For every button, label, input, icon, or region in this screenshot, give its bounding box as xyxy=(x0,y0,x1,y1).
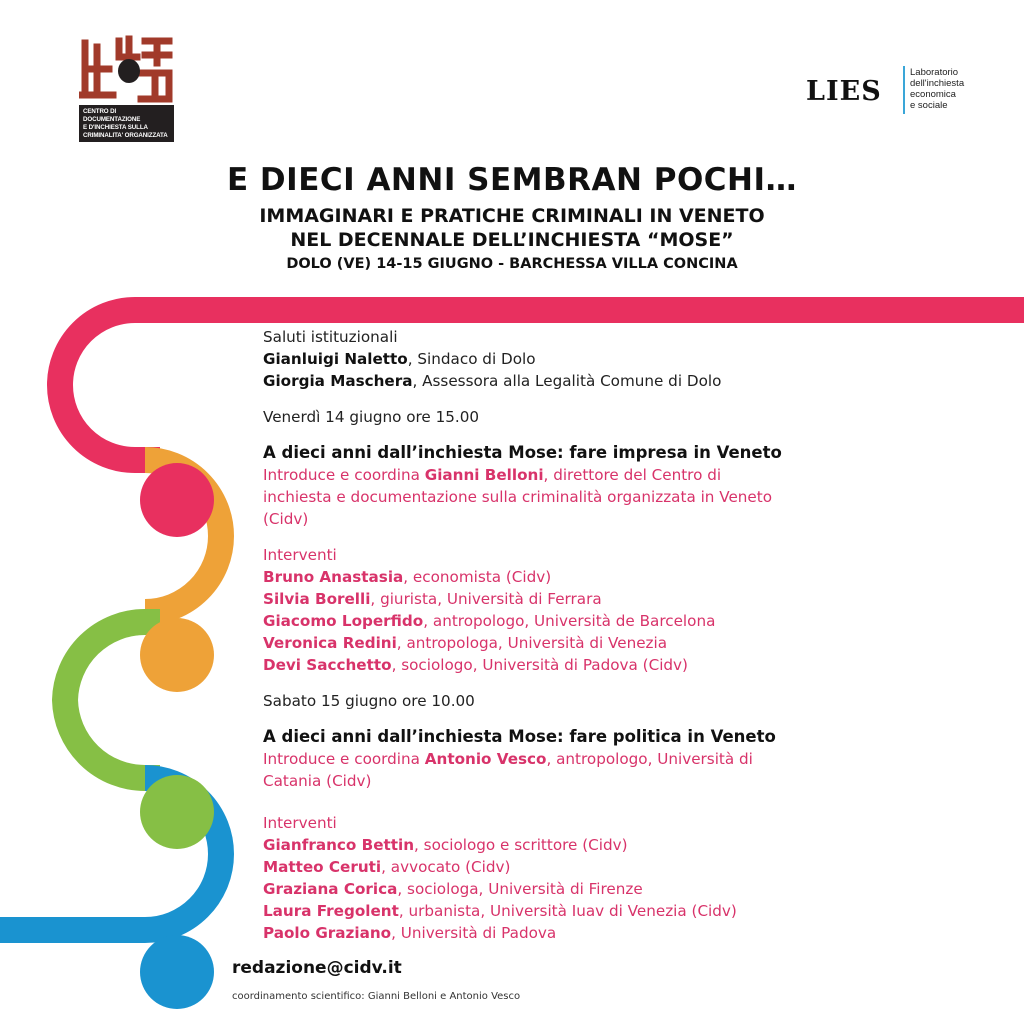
cidv-logo-caption xyxy=(79,105,174,142)
lies-divider xyxy=(903,66,905,114)
speaker-name: Paolo Graziano xyxy=(263,924,392,942)
lies-wordmark: LIES xyxy=(806,76,882,107)
speaker-role: , Sindaco di Dolo xyxy=(407,350,536,368)
day2-date: Sabato 15 giugno ore 10.00 xyxy=(263,692,475,710)
speaker-name: Silvia Borelli xyxy=(263,590,371,608)
day2-interventi-label: Interventi xyxy=(263,814,337,832)
moderator-name: Gianni Belloni xyxy=(424,466,544,484)
day1-speaker xyxy=(263,632,923,654)
speaker-name: Gianluigi Naletto xyxy=(263,350,408,368)
day1-date: Venerdì 14 giugno ore 15.00 xyxy=(263,408,480,426)
blue-circle xyxy=(140,935,214,1009)
speaker-role: , sociologo e scrittore (Cidv) xyxy=(414,836,628,854)
day2-intro xyxy=(263,748,923,770)
speaker-role: , sociologo, Università di Padova (Cidv) xyxy=(391,656,688,674)
green-circle xyxy=(140,775,214,849)
event-subtitle-line-2: NEL DECENNALE DELL’INCHIESTA “MOSE” xyxy=(290,229,734,251)
speaker-role: , antropologo, Università de Barcelona xyxy=(423,612,716,630)
day2-session-title: A dieci anni dall’inchiesta Mose: fare politica in Veneto xyxy=(263,727,776,746)
welcome-speaker xyxy=(263,348,923,370)
day1-session-title: A dieci anni dall’inchiesta Mose: fare impresa in Veneto xyxy=(263,443,782,462)
speaker-name: Matteo Ceruti xyxy=(263,858,382,876)
speaker-name: Devi Sacchetto xyxy=(263,656,392,674)
day1-speaker xyxy=(263,610,923,632)
cidv-caption-line: CRIMINALITA' ORGANIZZATA xyxy=(83,132,168,139)
day2-speaker xyxy=(263,878,923,900)
speaker-role: , giurista, Università di Ferrara xyxy=(370,590,602,608)
speaker-name: Gianfranco Bettin xyxy=(263,836,415,854)
speaker-name: Veronica Redini xyxy=(263,634,397,652)
day1-speaker xyxy=(263,588,923,610)
speaker-name: Bruno Anastasia xyxy=(263,568,404,586)
event-title: E DIECI ANNI SEMBRAN POCHI… xyxy=(226,162,798,198)
lies-caption xyxy=(910,67,1000,111)
intro-prefix: Introduce e coordina xyxy=(263,750,425,768)
speaker-role: , avvocato (Cidv) xyxy=(381,858,511,876)
day1-speaker xyxy=(263,654,923,676)
day1-intro-cont: (Cidv) xyxy=(263,510,309,528)
program xyxy=(263,326,923,944)
contact-email[interactable]: redazione@cidv.it xyxy=(232,958,402,978)
cidv-caption-line: CENTRO DI DOCUMENTAZIONE xyxy=(83,108,141,123)
speaker-role: , Università di Padova xyxy=(391,924,557,942)
day2-intro-cont: Catania (Cidv) xyxy=(263,772,372,790)
event-location-date: DOLO (VE) 14-15 GIUGNO - BARCHESSA VILLA CONCINA xyxy=(286,256,738,272)
speaker-role: , sociologa, Università di Firenze xyxy=(397,880,643,898)
moderator-name: Antonio Vesco xyxy=(424,750,547,768)
cidv-caption-line: E D'INCHIESTA SULLA xyxy=(83,124,148,131)
speaker-name: Giorgia Maschera xyxy=(263,372,413,390)
event-subtitle-line-1: IMMAGINARI E PRATICHE CRIMINALI IN VENETO xyxy=(259,205,765,227)
day1-speaker xyxy=(263,566,923,588)
moderator-role: , antropologo, Università di xyxy=(546,750,753,768)
speaker-role: , urbanista, Università Iuav di Venezia (Cidv) xyxy=(398,902,737,920)
scientific-coordination: coordinamento scientifico: Gianni Belloni e Antonio Vesco xyxy=(232,991,521,1002)
welcome-label: Saluti istituzionali xyxy=(263,328,398,346)
day1-intro-cont: inchiesta e documentazione sulla criminalità organizzata in Veneto xyxy=(263,488,773,506)
day2-speaker xyxy=(263,856,923,878)
cidv-logo xyxy=(79,33,174,142)
pink-circle xyxy=(140,463,214,537)
speaker-role: , Assessora alla Legalità Comune di Dolo xyxy=(412,372,722,390)
moderator-role: , direttore del Centro di xyxy=(543,466,722,484)
lies-caption-line: e sociale xyxy=(910,100,948,111)
day2-speaker xyxy=(263,900,923,922)
orange-circle xyxy=(140,618,214,692)
speaker-role: , antropologa, Università di Venezia xyxy=(396,634,668,652)
speaker-name: Laura Fregolent xyxy=(263,902,399,920)
lies-caption-line: Laboratorio xyxy=(910,67,959,78)
speaker-name: Graziana Corica xyxy=(263,880,398,898)
day1-interventi-label: Interventi xyxy=(263,546,337,564)
welcome-speaker xyxy=(263,370,923,392)
day2-speaker xyxy=(263,834,923,856)
lies-caption-line: economica xyxy=(910,89,956,100)
day2-speaker xyxy=(263,922,923,944)
cidv-logo-mark xyxy=(79,33,174,105)
speaker-name: Giacomo Loperfido xyxy=(263,612,424,630)
speaker-role: , economista (Cidv) xyxy=(403,568,552,586)
lies-caption-line: dell'inchiesta xyxy=(910,78,965,89)
day1-intro xyxy=(263,464,923,486)
intro-prefix: Introduce e coordina xyxy=(263,466,425,484)
